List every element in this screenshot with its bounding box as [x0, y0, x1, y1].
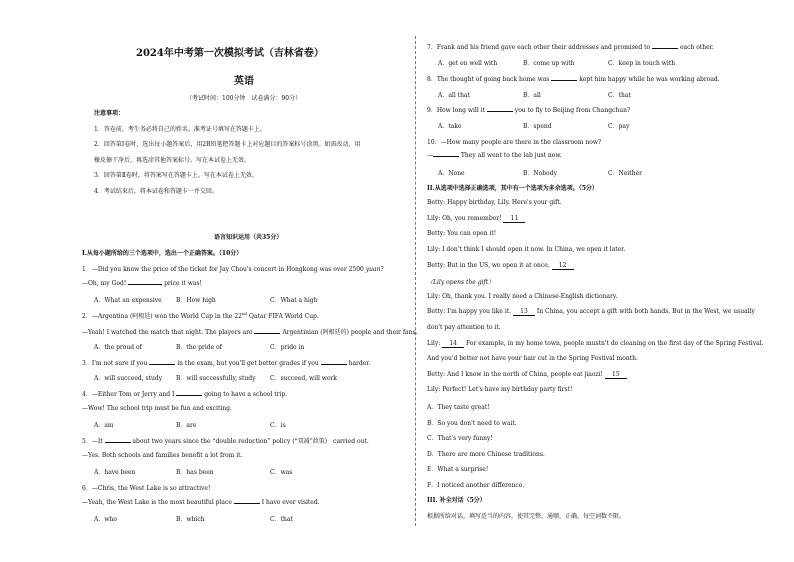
choice-item[interactable]: A．They taste great!: [427, 404, 490, 411]
numbered-blank[interactable]: 14: [442, 340, 464, 348]
exam-title: 2024年中考第一次模拟考试（吉林省卷）: [136, 48, 324, 59]
question-1-line2: —Oh, my God! price it was!: [82, 280, 202, 287]
dialogue-line: Betty: Happy birthday, Lily. Here's your gift.: [427, 199, 562, 206]
section1-heading: 语言知识运用（共35分）: [214, 234, 283, 241]
answer-blank[interactable]: [321, 364, 347, 365]
dialogue-line: And you'd better not have your hair cut in the Spring Festival month.: [427, 355, 638, 362]
option-a[interactable]: A．What an expensive: [94, 297, 162, 304]
dialogue-line: Lily: Oh, you remember! 11: [427, 215, 525, 223]
answer-blank[interactable]: [149, 364, 175, 365]
option-b[interactable]: B．all: [523, 92, 541, 99]
answer-blank[interactable]: [128, 284, 162, 285]
dialogue-line: Lily: Oh, thank you. I really need a Chinese-English dictionary.: [427, 293, 618, 300]
question-4-line2: —Wow! The school trip must be fun and exciting.: [82, 405, 232, 412]
choice-item[interactable]: C．That's very funny!: [427, 435, 493, 442]
numbered-blank[interactable]: 11: [503, 215, 525, 223]
question-3: 3．I'm not sure if you in the exam, but you'll get better grades if you harder.: [82, 360, 371, 367]
note-item: 1．答卷前，考生务必将自己的姓名、准考证号填写在答题卡上。: [94, 126, 266, 133]
dialogue-line: Betty: And I know in the north of China, people eat jiaozi! 15: [427, 371, 627, 379]
option-a[interactable]: A．who: [94, 516, 117, 523]
dialogue-line: Betty: But in the US, we open it at once. 12: [427, 262, 574, 270]
option-c[interactable]: C．that: [270, 516, 293, 523]
option-b[interactable]: B．are: [176, 422, 197, 429]
column-divider: [415, 36, 416, 526]
question-9: 9．How long will it you to fly to Beijing from Changchun?: [427, 107, 631, 114]
option-c[interactable]: C．What a high: [270, 297, 318, 304]
answer-blank[interactable]: [234, 503, 260, 504]
section3-heading: III. 补全对话（5分）: [427, 497, 486, 504]
option-c[interactable]: C．was: [270, 469, 293, 476]
option-a[interactable]: A．get on well with: [438, 60, 498, 67]
answer-blank[interactable]: [487, 111, 513, 112]
answer-blank[interactable]: [254, 333, 280, 334]
numbered-blank[interactable]: 13: [513, 308, 535, 316]
dialogue-line: Lily: 14 For example, in my home town, people mustn't do cleaning on the first day of the Spring Festival.: [427, 340, 764, 347]
option-c[interactable]: C．succeed, will work: [270, 375, 338, 382]
note-item: 2．回答第Ⅰ卷时，选出每小题答案后，用2B铅笔把答题卡上对应题目的答案标号涂黑。如需改动，用: [94, 141, 361, 148]
numbered-blank[interactable]: 15: [605, 371, 627, 379]
question-6: 6．—Chris, the West Lake is so attractive!: [82, 485, 211, 492]
section2-heading: II.从选项中选择正确选项，其中有一个选项为多余选项。（5分）: [427, 185, 598, 192]
question-2-line2: —Yeah! I watched the match that night. The players are Argentinian (阿根廷的) people and their fans.: [82, 329, 418, 336]
section1-instruction: Ⅰ.从每小题所给的三个选项中，选出一个正确答案。（10分）: [82, 250, 243, 257]
option-c[interactable]: C．is: [270, 422, 286, 429]
question-4: 4．—Either Tom or Jerry and I going to have a school trip.: [82, 391, 288, 398]
option-a[interactable]: A．None: [438, 170, 465, 177]
answer-blank[interactable]: [652, 48, 678, 49]
option-b[interactable]: B．Nobody: [523, 170, 557, 177]
option-b[interactable]: B．has been: [176, 469, 214, 476]
option-a[interactable]: A．will succeed, study: [94, 375, 163, 382]
answer-blank[interactable]: [551, 80, 577, 81]
option-b[interactable]: B．come up with: [523, 60, 575, 67]
notes-heading: 注意事项：: [94, 110, 125, 117]
option-a[interactable]: A．am: [94, 422, 114, 429]
answer-blank[interactable]: [176, 395, 202, 396]
dialogue-line: don't pay attention to it.: [427, 324, 501, 331]
question-1: 1．—Did you know the price of the ticket for Jay Chou's concert in Hongkong was over 2500 yuan?: [82, 266, 384, 273]
question-5: 5．—It about two years since the “double reduction” policy (“双减”政策) carried out.: [82, 438, 369, 445]
note-item: 橡皮擦干净后，再选涂其他答案标号。写在本试卷上无效。: [94, 157, 251, 164]
stage-direction: （Lily opens the gift）: [427, 279, 495, 286]
note-item: 3．回答第Ⅱ卷时，将答案写在答题卡上。写在本试卷上无效。: [94, 172, 258, 179]
dialogue-line: Betty: You can open it!: [427, 230, 497, 237]
option-c[interactable]: C．keep in touch with: [608, 60, 676, 67]
option-b[interactable]: B．spend: [523, 123, 552, 130]
question-2: 2．—Argentina (阿根廷) won the World Cup in the 22nd Qatar FIFA World Cup.: [82, 311, 319, 320]
question-7: 7．Frank and his friend gave each other their addresses and promised to each other.: [427, 44, 714, 51]
option-b[interactable]: B．How high: [176, 297, 216, 304]
numbered-blank[interactable]: 12: [552, 262, 574, 270]
question-10: 10．—How many people are there in the classroom now?: [427, 139, 602, 146]
question-5-line2: —Yes. Both schools and families benefit a lot from it.: [82, 452, 243, 459]
option-b[interactable]: B．which: [176, 516, 205, 523]
option-c[interactable]: C．Neither: [608, 170, 643, 177]
subject-title: 英语: [234, 76, 254, 87]
choice-item[interactable]: B．So you don't need to wait.: [427, 420, 517, 427]
dialogue-line: Lily: I don't think I should open it now. In China, we open it later.: [427, 246, 626, 253]
dialogue-line: Betty: I'm happy you like it. 13 In China, you accept a gift with both hands. But in the West, we usually: [427, 308, 755, 315]
option-a[interactable]: A．the proud of: [94, 344, 142, 351]
note-item: 4．考试结束后，将本试卷和答题卡一并交回。: [94, 188, 218, 195]
exam-info: （考试时间：100分钟 试卷满分：90分）: [186, 95, 302, 102]
dialogue-line: Lily: Perfect! Let's have my birthday party first!: [427, 386, 573, 393]
choice-item[interactable]: E．What a surprise!: [427, 466, 489, 473]
option-c[interactable]: C．pride in: [270, 344, 305, 351]
option-a[interactable]: A．take: [438, 123, 462, 130]
answer-blank[interactable]: [433, 156, 459, 157]
option-a[interactable]: A．have been: [94, 469, 136, 476]
question-10-line2: — They all went to the lab just now.: [427, 152, 562, 159]
option-b[interactable]: B．will successfully, study: [176, 375, 256, 382]
choice-item[interactable]: F．I noticed another difference.: [427, 482, 525, 489]
option-b[interactable]: B．the pride of: [176, 344, 222, 351]
option-c[interactable]: C．pay: [608, 123, 630, 130]
section3-instruction: 根据所给对话，填写适当的内容，使其完整、通顺、正确，每空词数不限。: [427, 513, 626, 520]
option-a[interactable]: A．all that: [438, 92, 470, 99]
question-6-line2: —Yeah, the West Lake is the most beautiful place I have ever visited.: [82, 499, 320, 506]
question-8: 8．The thought of going back home was kept him happy while he was working abroad.: [427, 76, 720, 83]
option-c[interactable]: C．that: [608, 92, 631, 99]
answer-blank[interactable]: [105, 442, 131, 443]
choice-item[interactable]: D．There are more Chinese traditions.: [427, 451, 545, 458]
